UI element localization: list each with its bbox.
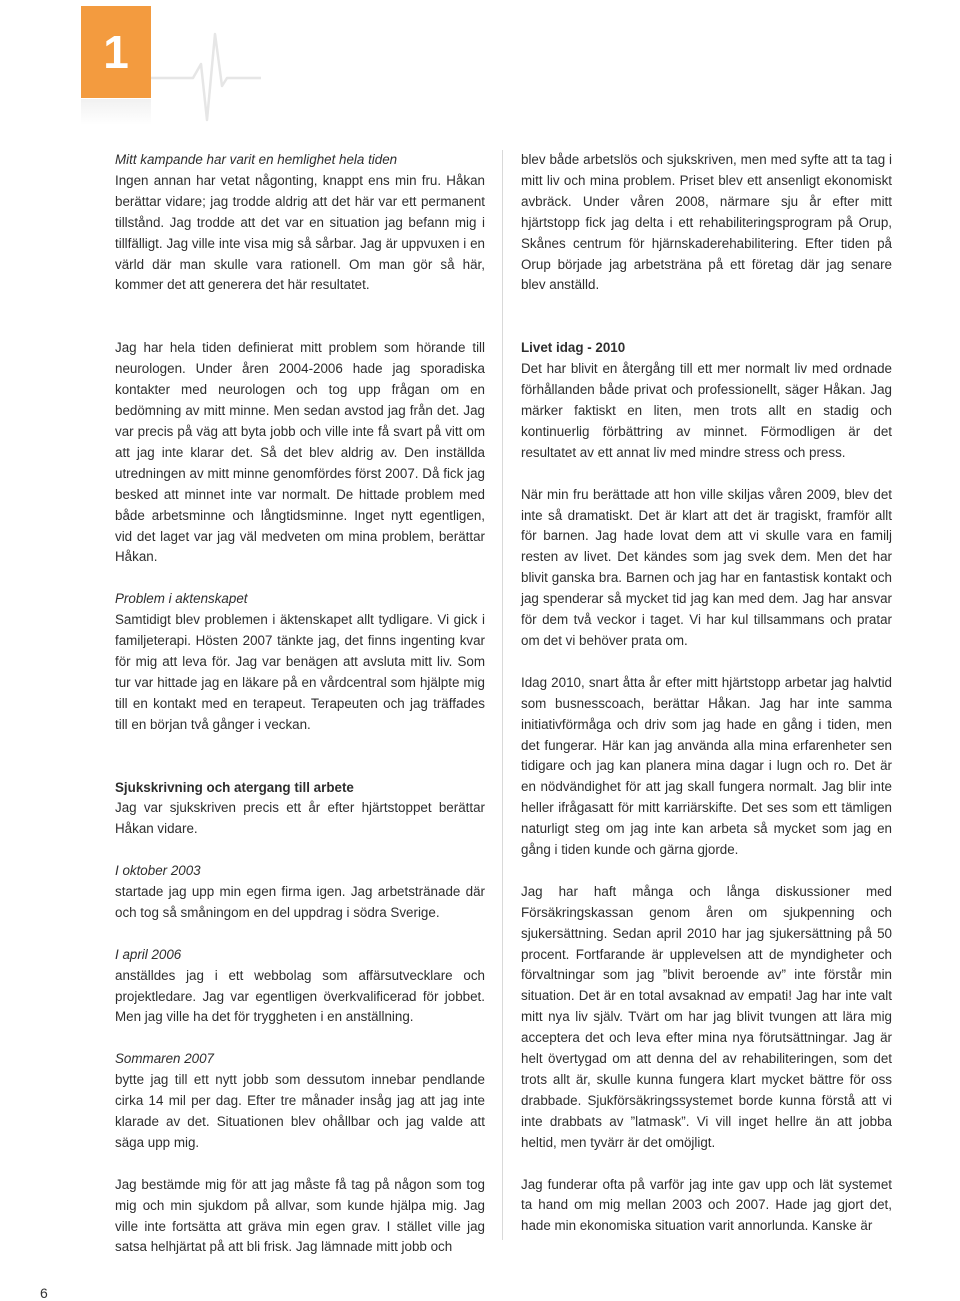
section-heading: Problem i aktenskapet	[115, 591, 248, 607]
heartbeat-line-icon	[151, 28, 261, 128]
paragraph: blev både arbetslös och sjukskriven, men med syfte att ta tag i mitt liv och mina problem. Priset blev ett ansenligt ekonomiskt avbräck. Under våren 2008, närmare sju år efter mitt hjärtstopp fick jag delta i ett rehabiliteringsprogram på Orup, Skånes centrum för hjärnskaderehabilitering. Efter tiden på Orup började jag arbetsträna på ett företag där jag senare blev anställd.	[521, 152, 892, 293]
paragraph: Det har blivit en återgång till ett mer normalt liv med ordnade förhållanden både privat och professionellt, säger Håkan. Jag märker faktiskt en liten, men trots allt en stadig och kontinuerlig förbättring av minnet. Förmodligen är det resultatet av ett annat liv med mindre stress och press.	[521, 361, 892, 460]
paragraph: Jag bestämde mig för att jag måste få tag på någon som tog mig och min sjukdom på allvar, som kunde hjälpa mig. Jag ville inte fortsätta att gräva min egen grav. I stället ville jag satsa helhjärtat på att bli frisk. Jag lämnade mitt jobb och	[115, 1176, 485, 1255]
paragraph: anställdes jag i ett webbolag som affärsutvecklare och projektledare. Jag var egentligen överkvalificerad för jobbet. Men jag ville ha det för tryggheten i en anställning.	[115, 967, 485, 1025]
paragraph: Jag funderar ofta på varför jag inte gav upp och lät systemet ta hand om mig mellan 2003 och 2007. Hade jag gjort det, hade min ekonomiska situation varit annorlunda. Kanske är	[521, 1176, 892, 1234]
paragraph: Ingen annan har vetat någonting, knappt ens min fru. Håkan berättar vidare; jag trodde aldrig att det här var ett permanent tillstånd. Jag trodde att det var en situation jag befann mig i tillfälligt. Jag ville inte visa mig så sårbar. Jag är uppvuxen i en värld där man skulle vara rationell. Om man gör så här, kommer det att generera det här resultatet.	[115, 172, 485, 293]
paragraph: När min fru berättade att hon ville skiljas våren 2009, blev det inte så dramatiskt. Det är klart att det är tragiskt, framför allt för barnen. Jag hade lovat dem att vi skulle vara en familj resten av livet. Det kändes som jag svek dem. Men det har blivit ganska bra. Barnen och jag har en fantastisk kontakt och jag spenderar så mycket tid jag kan med dem. Jag har ansvar för dem två veckor i taget. Vi har kul tillsammans och pratar om det vi behöver prata om.	[521, 486, 892, 649]
paragraph: Idag 2010, snart åtta år efter mitt hjärtstopp arbetar jag halvtid som busnesscoach, berättar Håkan. Jag har inte samma initiativförmåga och driv som jag hade en gång i tiden, men det fungerar. Här kan jag använda alla mina erfarenheter sen tidigare och jag kan planera mina dagar i lugn och ro. Det är en nödvändighet för att jag skall fungera normalt. Jag blir inte heller ifrågasatt för mitt karriärskifte. Det ses som ett tämligen naturligt steg om jag inte kan arbeta så mycket som jag en gång i tiden kunde och gärna gjorde.	[521, 674, 892, 858]
chapter-number-badge	[81, 6, 151, 98]
section-heading: Sjukskrivning och atergang till arbete	[115, 779, 354, 795]
paragraph: Jag har hela tiden definierat mitt problem som hörande till neurologen. Under åren 2004-2006 hade jag sporadiska kontakter med neurologen och tog upp frågan om en bedömning av mitt minne. Men sedan avstod jag från det. Jag var precis på väg att byta jobb och ville inte få svart på vitt om att jag inte klarar det. Så det blev aldrig av. Den inställda utredningen av mitt minne genomfördes först 2007. Då fick jag besked att minnet inte var normalt. De hittade problem med både arbetsminne och långtidsminne. Inget nytt egentligen, vid det laget var jag väl medveten om mina problem, berättar Håkan.	[115, 340, 485, 565]
paragraph: Jag var sjukskriven precis ett år efter hjärtstoppet berättar Håkan vidare.	[115, 800, 485, 837]
page-number: 6	[40, 1285, 48, 1301]
section-heading: I april 2006	[115, 946, 182, 962]
paragraph: startade jag upp min egen firma igen. Jag arbetstränade där och tog så småningom en del uppdrag i södra Sverige.	[115, 884, 485, 920]
left-column	[115, 150, 485, 1258]
badge-reflection	[81, 99, 151, 125]
paragraph: Samtidigt blev problemen i äktenskapet allt tydligare. Vi gick i familjeterapi. Hösten 2007 tänkte jag, det finns ingenting kvar för mig att leva för. Jag var benägen att avsluta mitt liv. Som tur var hittade jag en läkare på en vårdcentral som hjälpte mig till en kontakt med en terapeut. Terapeuten och jag träffades till en början två gånger i veckan.	[115, 612, 485, 732]
paragraph: Jag har haft många och långa diskussioner med Försäkringskassan genom åren om sjukpenning och sjukersättning. Sedan april 2010 har jag sjukersättning på 50 procent. Fortfarande är upplevelsen att de myndigheter och förvaltningar som jag ”blivit beroende av” inte förstår min situation. Det är en total avsaknad av empati! Jag har inte valt mitt nya liv själv. Tvärt om har jag blivit tvungen att lära mig acceptera det och leva efter mina nya förutsättningar. Jag är helt övertygad om att denna del av rehabiliteringen, som det trots allt är, skulle kunna fungera klart mycket bättre för oss drabbade. Sjukförsäkringssystemet borde kunna förstå att vi inte drabbats av ”latmask”. Vi vill inget hellre än att jobba heltid, men tyvärr är det omöjligt.	[521, 883, 892, 1150]
section-heading: Livet idag - 2010	[521, 340, 626, 356]
paragraph: bytte jag till ett nytt jobb som dessutom innebar pendlande cirka 14 mil per dag. Efter tre månader insåg jag att jag inte klarade av det. Situationen blev ohållbar och jag valde att säga upp mig.	[115, 1072, 485, 1150]
column-divider	[502, 150, 503, 1240]
section-heading: I oktober 2003	[115, 863, 201, 879]
section-heading: Mitt kampande har varit en hemlighet hela tiden	[115, 152, 398, 167]
chapter-number: 1	[103, 26, 129, 78]
section-heading: Sommaren 2007	[115, 1051, 214, 1067]
right-column	[521, 150, 892, 1237]
